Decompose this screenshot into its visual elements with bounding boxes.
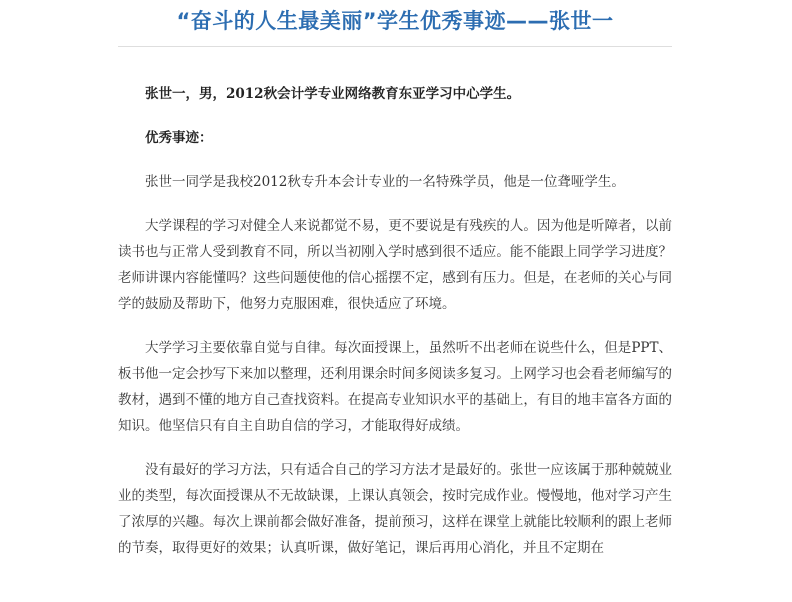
intro-paragraph: 张世一，男，2012秋会计学专业网络教育东亚学习中心学生。 [145,86,521,102]
article-body [118,81,672,561]
title-divider [118,46,672,47]
body-paragraph: 张世一同学是我校2012秋专升本会计专业的一名特殊学员，他是一位聋哑学生。 [145,174,625,190]
body-paragraph: 大学课程的学习对健全人来说都觉不易，更不要说是有残疾的人。因为他是听障者，以前读书也与正常人受到教育不同，所以当初刚入学时感到很不适应。能不能跟上同学学习进度？老师讲课内容能懂吗？这些问题使他的信心摇摆不定，感到有压力。但是，在老师的关心与同学的鼓励及帮助下，他努力克服困难，很快适应了环境。 [118,218,672,312]
section-heading: 优秀事迹： [145,130,213,146]
body-paragraph: 大学学习主要依靠自觉与自律。每次面授课上，虽然听不出老师在说些什么，但是PPT、板书他一定会抄写下来加以整理，还利用课余时间多阅读多复习。上网学习也会看老师编写的教材，遇到不懂的地方自己查找资料。在提高专业知识水平的基础上，有目的地丰富各方面的知识。他坚信只有自主自助自信的学习，才能取得好成绩。 [118,340,672,434]
article [118,0,672,579]
body-paragraph: 没有最好的学习方法，只有适合自己的学习方法才是最好的。张世一应该属于那种兢兢业业的类型，每次面授课从不无故缺课，上课认真领会，按时完成作业。慢慢地，他对学习产生了浓厚的兴趣。每次上课前都会做好准备，提前预习，这样在课堂上就能比较顺利的跟上老师的节奏，取得更好的效果；认真听课，做好笔记，课后再用心消化，并且不定期在 [118,462,672,556]
article-title: “奋斗的人生最美丽”学生优秀事迹——张世一 [176,9,614,33]
